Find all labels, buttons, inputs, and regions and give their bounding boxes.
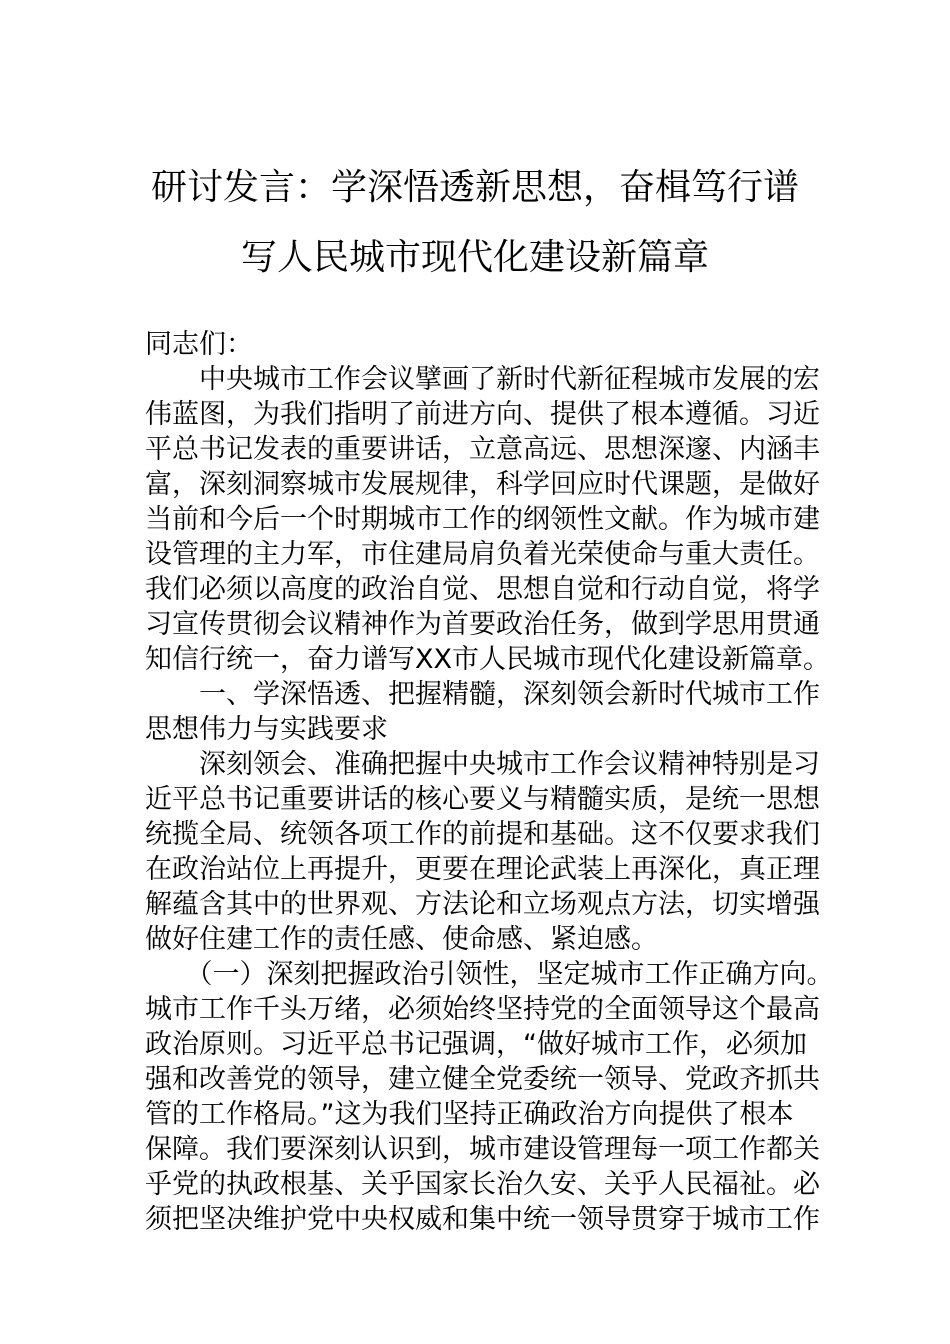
body-line: 中央城市工作会议擘画了新时代新征程城市发展的宏 [145, 364, 820, 395]
body-line: 我们必须以高度的政治自觉、思想自觉和行动自觉，将学 [145, 574, 820, 605]
salutation: 同志们： [145, 329, 253, 360]
body-line: 在政治站位上再提升，更要在理论武装上再深化，真正理 [145, 854, 820, 885]
body-line: 习宣传贯彻会议精神作为首要政治任务，做到学思用贯通 [145, 609, 820, 640]
body-line: 统揽全局、统领各项工作的前提和基础。这不仅要求我们 [145, 819, 820, 850]
body-line: 深刻领会、准确把握中央城市工作会议精神特别是习 [145, 749, 820, 780]
body-line: 保障。我们要深刻认识到，城市建设管理每一项工作都关 [145, 1134, 820, 1165]
body-line: 伟蓝图，为我们指明了前进方向、提供了根本遵循。习近 [145, 399, 820, 430]
subsection-heading-line: （一）深刻把握政治引领性，坚定城市工作正确方向。 [145, 959, 834, 990]
body-line: 政治原则。习近平总书记强调，“做好城市工作，必须加 [145, 1029, 807, 1060]
body-line: 平总书记发表的重要讲话，立意高远、思想深邃、内涵丰 [145, 434, 820, 465]
section-heading-line: 思想伟力与实践要求 [145, 714, 388, 745]
body-line: 做好住建工作的责任感、使命感、紧迫感。 [145, 924, 658, 955]
body-line: 富，深刻洞察城市发展规律，科学回应时代课题，是做好 [145, 469, 820, 500]
body-line: 设管理的主力军，市住建局肩负着光荣使命与重大责任。 [145, 539, 820, 570]
document-title-line-1: 研讨发言：学深悟透新思想，奋楫笃行谱 [150, 167, 799, 208]
section-heading-line: 一、学深悟透、把握精髓，深刻领会新时代城市工作 [145, 679, 820, 710]
body-line: 知信行统一，奋力谱写XX市人民城市现代化建设新篇章。 [145, 644, 830, 675]
body-line: 须把坚决维护党中央权威和集中统一领导贯穿于城市工作 [145, 1204, 820, 1235]
body-line: 当前和今后一个时期城市工作的纲领性文献。作为城市建 [145, 504, 820, 535]
document-title-line-2: 写人民城市现代化建设新篇章 [240, 237, 709, 278]
body-line: 乎党的执政根基、关乎国家长治久安、关乎人民福祉。必 [145, 1169, 820, 1200]
body-line: 近平总书记重要讲话的核心要义与精髓实质，是统一思想 [145, 784, 820, 815]
body-line: 城市工作千头万绪，必须始终坚持党的全面领导这个最高 [145, 994, 820, 1025]
body-line: 管的工作格局。”这为我们坚持正确政治方向提供了根本 [145, 1099, 794, 1130]
body-line: 强和改善党的领导，建立健全党委统一领导、党政齐抓共 [145, 1064, 820, 1095]
body-line: 解蕴含其中的世界观、方法论和立场观点方法，切实增强 [145, 889, 820, 920]
